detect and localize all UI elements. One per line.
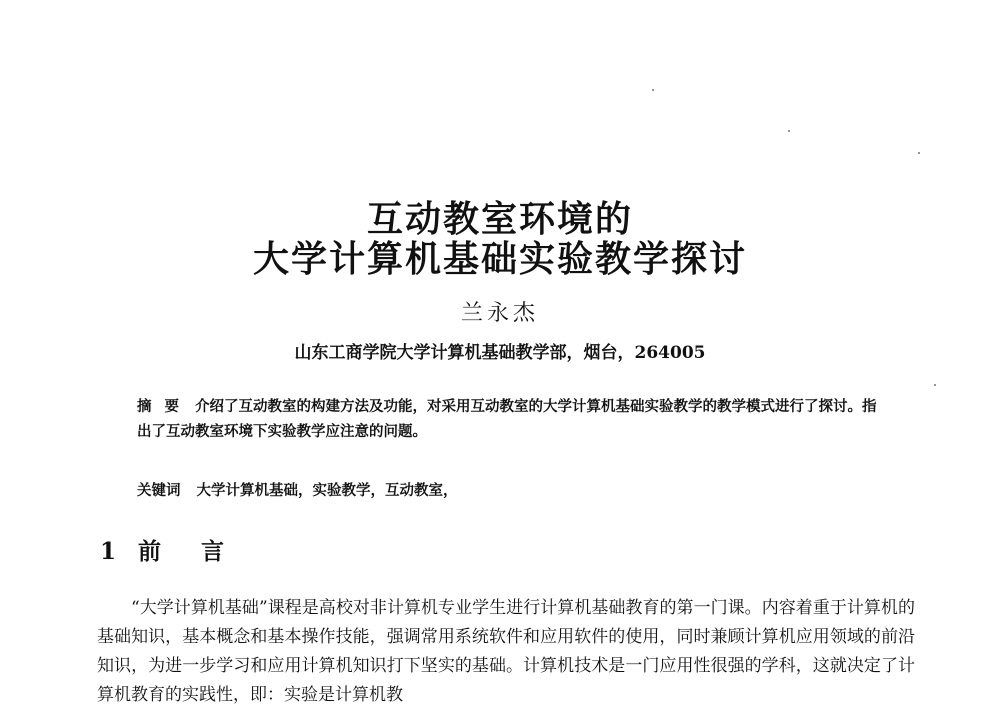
section-heading — [100, 533, 240, 566]
author-name: 兰永杰 — [460, 301, 539, 326]
body-text — [97, 594, 915, 710]
scan-speck — [918, 152, 920, 154]
scan-speck — [652, 89, 654, 91]
paper-title-line-2: 大学计算机基础实验教学探讨 — [252, 239, 747, 280]
abstract-label: 摘 要 — [137, 398, 184, 415]
scan-speck — [934, 384, 936, 386]
body-paragraph: “大学计算机基础”课程是高校对非计算机专业学生进行计算机基础教育的第一门课。内容着重于计算机的基础知识，基本概念和基本操作技能，强调常用系统软件和应用软件的使用，同时兼顾计算机应用领域的前沿知识，为进一步学习和应用计算机知识打下坚实的基础。计算机技术是一门应用性很强的学科，这就决定了计算机教育的实践性，即：实验是计算机教 — [97, 598, 915, 705]
keywords — [137, 479, 877, 500]
keywords-label: 关键词 — [137, 482, 181, 499]
author-affiliation: 山东工商学院大学计算机基础教学部，烟台，264005 — [294, 343, 706, 363]
section-title: 前 言 — [138, 539, 241, 565]
scan-speck — [788, 130, 790, 132]
section-number: 1 — [100, 538, 117, 565]
paper-title-line-1: 互动教室环境的 — [366, 199, 633, 240]
abstract-text: 介绍了互动教室的构建方法及功能，对采用互动教室的大学计算机基础实验教学的教学模式进行了探讨。指出了互动教室环境下实验教学应注意的问题。 — [137, 398, 877, 440]
keywords-text: 大学计算机基础，实验教学，互动教室， — [196, 482, 458, 499]
abstract — [137, 394, 877, 444]
